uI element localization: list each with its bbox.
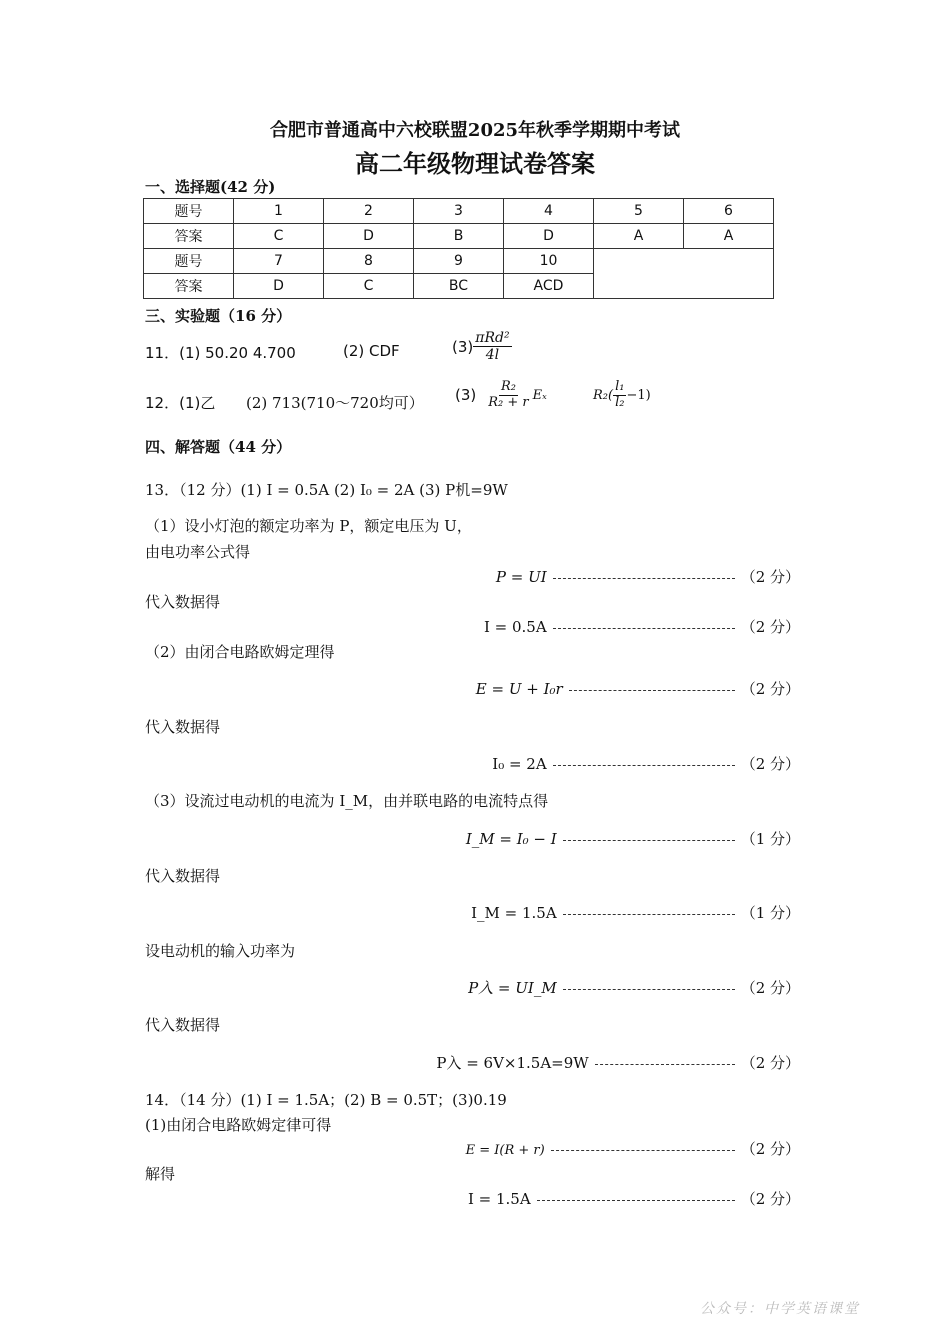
equation-line bbox=[0, 753, 800, 774]
q11-fraction bbox=[473, 330, 511, 363]
table-cell: A bbox=[594, 224, 684, 249]
score: （1 分） bbox=[740, 904, 800, 922]
equation-line bbox=[0, 566, 800, 587]
score: （2 分） bbox=[740, 618, 800, 636]
exam-title: 合肥市普通高中六校联盟2025年秋季学期期中考试 bbox=[269, 120, 681, 141]
equation: P = UI bbox=[495, 568, 547, 586]
leader-dashes bbox=[551, 1150, 735, 1151]
q13-text: 代入数据得 bbox=[145, 718, 221, 736]
q13-text: 设电动机的输入功率为 bbox=[145, 942, 296, 960]
table-cell: BC bbox=[414, 274, 504, 299]
fraction-denominator: 4l bbox=[485, 347, 500, 364]
q11-part3 bbox=[452, 330, 512, 363]
q13-text: （1）设小灯泡的额定功率为 P，额定电压为 U， bbox=[145, 517, 472, 535]
equation-line bbox=[0, 1138, 800, 1159]
equation: I_M = 1.5A bbox=[471, 904, 557, 922]
q12-ratio-post: −1) bbox=[626, 387, 651, 403]
q14-header: 14．（14 分）(1) I = 1.5A；(2) B = 0.5T；(3)0.19 bbox=[145, 1091, 507, 1109]
leader-dashes bbox=[595, 1064, 735, 1065]
q13-text: 代入数据得 bbox=[145, 593, 221, 611]
table-cell: 7 bbox=[234, 249, 324, 274]
leader-dashes bbox=[553, 765, 735, 766]
equation-line bbox=[0, 678, 800, 699]
equation: I_M = I₀ − I bbox=[465, 830, 557, 848]
equation-line bbox=[0, 1188, 800, 1209]
equation-line bbox=[0, 977, 800, 998]
table-row bbox=[144, 224, 774, 249]
equation-line bbox=[0, 828, 800, 849]
score: （2 分） bbox=[740, 1190, 800, 1208]
equation: P入 = UI_M bbox=[468, 979, 557, 997]
q11-part2: (2) CDF bbox=[343, 342, 400, 360]
table-cell: 9 bbox=[414, 249, 504, 274]
table-cell: ACD bbox=[504, 274, 594, 299]
q13-text: （2）由闭合电路欧姆定理得 bbox=[145, 643, 335, 661]
q11-answer: 11．(1) 50.20 4.700 bbox=[145, 344, 296, 362]
section-experiment: 三、实验题（16 分） bbox=[145, 307, 292, 325]
leader-dashes bbox=[569, 690, 735, 691]
q13-text: 代入数据得 bbox=[145, 867, 221, 885]
score: （1 分） bbox=[740, 830, 800, 848]
q14-text: (1)由闭合电路欧姆定律可得 bbox=[145, 1116, 332, 1134]
fraction-denominator: R₂ + r bbox=[488, 394, 529, 410]
table-cell: C bbox=[234, 224, 324, 249]
table-cell: 1 bbox=[234, 199, 324, 224]
equation: I = 1.5A bbox=[467, 1190, 531, 1208]
table-cell: 10 bbox=[504, 249, 594, 274]
q12-part2: (2) 713(710～720均可） bbox=[246, 394, 424, 412]
table-cell: D bbox=[324, 224, 414, 249]
answer-title: 高二年级物理试卷答案 bbox=[355, 149, 595, 178]
equation: I = 0.5A bbox=[483, 618, 547, 636]
table-cell: 答案 bbox=[144, 274, 234, 299]
equation-line bbox=[0, 902, 800, 923]
q12-ratio-fraction bbox=[613, 380, 626, 411]
leader-dashes bbox=[563, 914, 735, 915]
empty-cell bbox=[594, 249, 774, 299]
q13-text: 由电功率公式得 bbox=[145, 543, 251, 561]
score: （2 分） bbox=[740, 1140, 800, 1158]
equation-line bbox=[0, 616, 800, 637]
table-cell: C bbox=[324, 274, 414, 299]
equation: I₀ = 2A bbox=[492, 755, 547, 773]
score: （2 分） bbox=[740, 568, 800, 586]
table-cell: 3 bbox=[414, 199, 504, 224]
fraction-numerator: R₂ bbox=[500, 379, 516, 394]
table-cell: D bbox=[504, 224, 594, 249]
table-cell: A bbox=[684, 224, 774, 249]
q11-part3-label: (3) bbox=[452, 337, 474, 356]
table-cell: B bbox=[414, 224, 504, 249]
q13-text: 代入数据得 bbox=[145, 1016, 221, 1034]
leader-dashes bbox=[563, 989, 735, 990]
q13-text: （3）设流过电动机的电流为 I_M，由并联电路的电流特点得 bbox=[145, 792, 549, 810]
table-row bbox=[144, 249, 774, 274]
section-solution: 四、解答题（44 分） bbox=[145, 438, 292, 456]
fraction-numerator: l₁ bbox=[615, 379, 625, 394]
leader-dashes bbox=[553, 628, 735, 629]
score: （2 分） bbox=[740, 1054, 800, 1072]
equation: P入 = 6V×1.5A=9W bbox=[436, 1054, 589, 1072]
table-cell: 答案 bbox=[144, 224, 234, 249]
q12-answer: 12．(1)乙 bbox=[145, 394, 216, 412]
q13-header: 13．（12 分）(1) I = 0.5A (2) I₀ = 2A (3) P机=9W bbox=[145, 481, 508, 499]
q12-fraction bbox=[486, 380, 530, 411]
q12-part3-label: (3) bbox=[455, 386, 477, 405]
score: （2 分） bbox=[740, 979, 800, 997]
answer-table bbox=[143, 198, 774, 299]
equation: E = U + I₀r bbox=[475, 680, 563, 698]
q12-ratio-pre: R₂( bbox=[593, 387, 614, 403]
fraction-denominator: l₂ bbox=[615, 394, 625, 410]
q12-part3 bbox=[455, 380, 547, 411]
fraction-numerator: πRd² bbox=[475, 330, 510, 346]
watermark: 公众号：中学英语课堂 bbox=[700, 1301, 860, 1317]
leader-dashes bbox=[553, 578, 735, 579]
table-row bbox=[144, 199, 774, 224]
equation: E = I(R + r) bbox=[465, 1143, 545, 1158]
score: （2 分） bbox=[740, 755, 800, 773]
table-cell: D bbox=[234, 274, 324, 299]
q12-ratio-expr bbox=[593, 380, 651, 411]
q14-text: 解得 bbox=[145, 1165, 176, 1183]
table-cell: 题号 bbox=[144, 199, 234, 224]
table-cell: 6 bbox=[684, 199, 774, 224]
table-cell: 5 bbox=[594, 199, 684, 224]
leader-dashes bbox=[537, 1200, 735, 1201]
section-choice: 一、选择题(42 分) bbox=[145, 178, 276, 196]
equation-line bbox=[0, 1052, 800, 1073]
leader-dashes bbox=[563, 840, 735, 841]
table-cell: 题号 bbox=[144, 249, 234, 274]
table-cell: 2 bbox=[324, 199, 414, 224]
table-cell: 8 bbox=[324, 249, 414, 274]
q12-emf: Eₓ bbox=[532, 387, 547, 403]
table-cell: 4 bbox=[504, 199, 594, 224]
score: （2 分） bbox=[740, 680, 800, 698]
